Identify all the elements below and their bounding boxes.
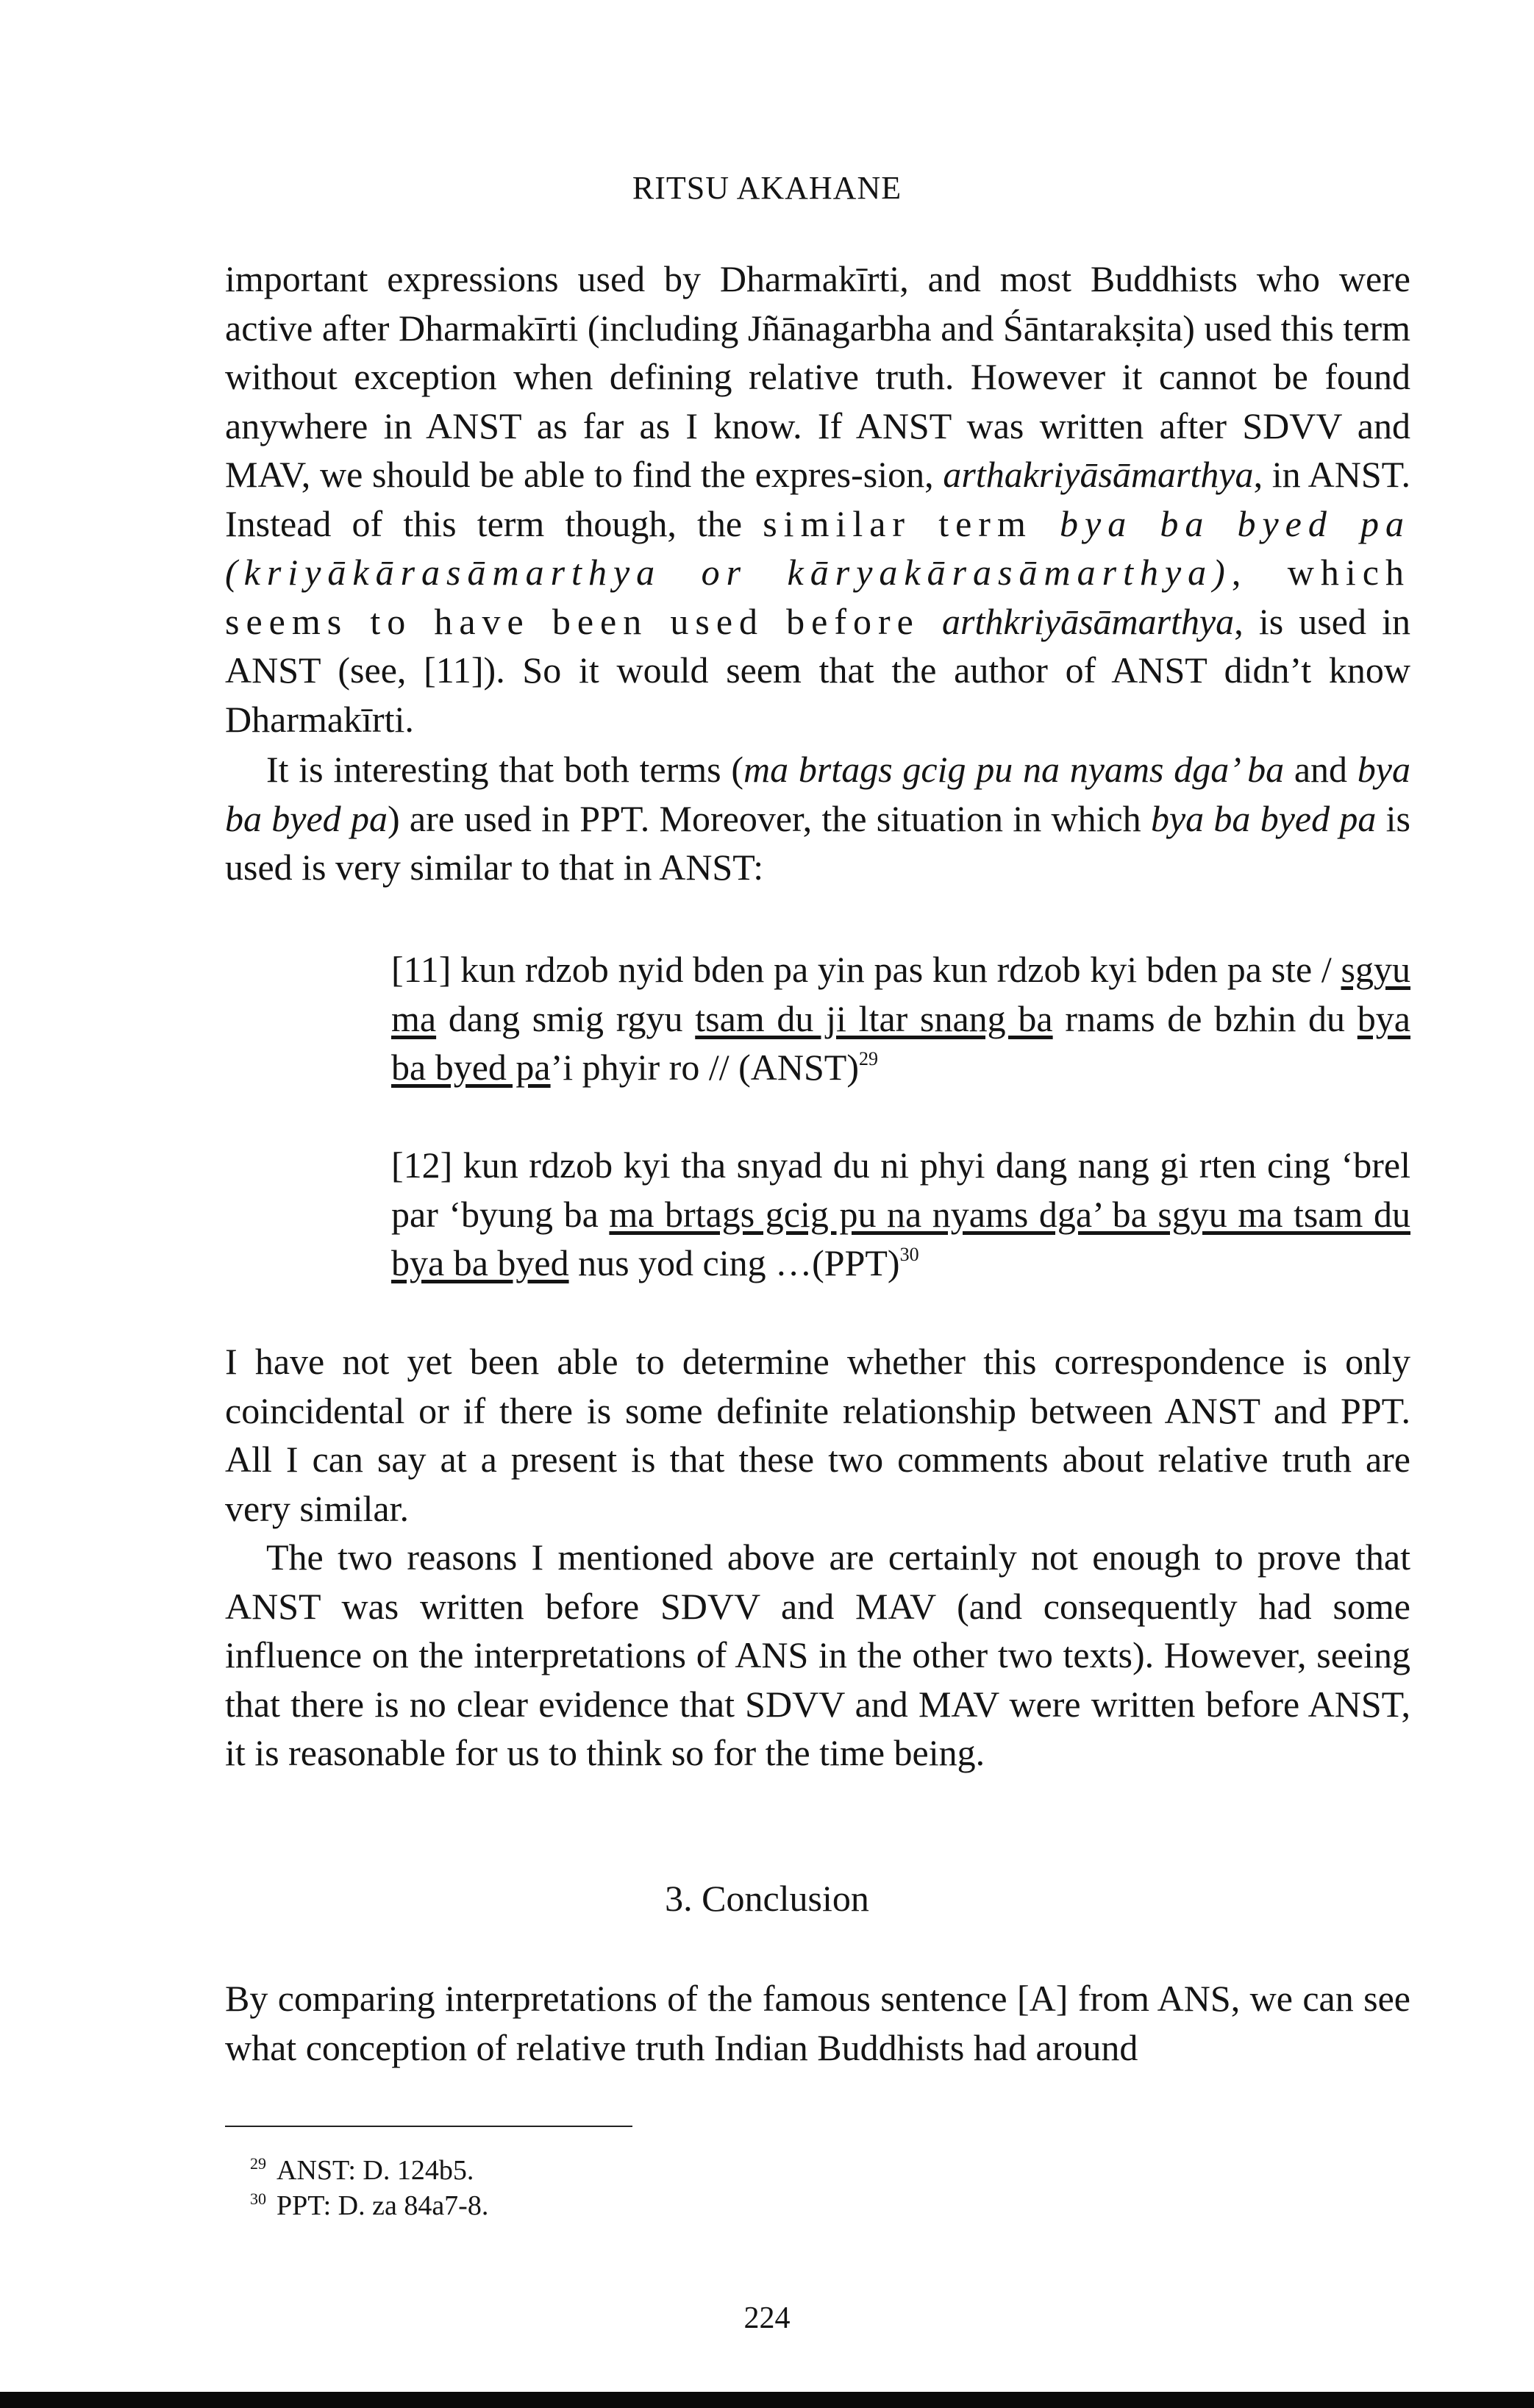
footnote-29-number: 29 xyxy=(250,2154,266,2173)
term-bya-ba-byed-pa-3: bya ba byed pa xyxy=(1150,797,1377,839)
paragraph-1-text-c: , which seems to have been used before xyxy=(225,552,1410,642)
quote-12 xyxy=(391,1141,1410,1288)
footnote-ref-29: 29 xyxy=(858,1048,878,1069)
footnote-ref-30: 30 xyxy=(899,1244,919,1265)
paragraph-2-text-a: It is interesting that both terms ( xyxy=(266,749,744,790)
term-bya-ba-byed-pa-2: bya ba byed pa xyxy=(225,749,1410,839)
paragraph-3: I have not yet been able to determine whether this correspondence is only coincidental or if there is some definite relationship between ANST and PPT. All I can say at a present is that these two comments about relative truth are very similar. xyxy=(225,1341,1410,1529)
quote-12-underline: ma brtags gcig pu na nyams dga’ ba sgyu ma tsam du bya ba byed xyxy=(391,1193,1410,1283)
quote-11-text-a: [11] kun rdzob nyid bden pa yin pas kun rdzob kyi bden pa ste / xyxy=(391,949,1341,990)
quote-11-text-c: rnams de bzhin du xyxy=(1052,997,1358,1039)
quote-12-text-a: [12] kun rdzob kyi tha snyad du ni phyi dang nang gi rten cing ‘brel par ‘byung ba xyxy=(391,1144,1410,1235)
paragraph-1-text-b: , in ANST. Instead of this term though, the xyxy=(225,454,1410,544)
quote-12-text-b: nus yod cing …(PPT) xyxy=(568,1242,900,1283)
term-bya-ba-byed-pa: bya ba byed pa xyxy=(1060,502,1410,544)
footnote-29-text: ANST: D. 124b5. xyxy=(277,2155,474,2186)
paragraph-1-similar-term: similar term xyxy=(763,502,1060,544)
paragraph-4: The two reasons I mentioned above are certainly not enough to prove that ANST was written before SDVV and MAV (and consequently had some influence on the interpretations of ANS in the other two texts). However, seeing that there is no clear evidence that SDVV and MAV were written before ANST, it is reasonable for us to think so for the time being. xyxy=(225,1536,1410,1773)
paragraph-1-text-d: , is used in ANST (see, [11]). So it would seem that the author of ANST didn’t know Dharmakīrti. xyxy=(225,600,1410,740)
paragraph-2 xyxy=(225,745,1410,892)
quote-11-underline-tsam-du: tsam du ji ltar snang ba xyxy=(695,997,1053,1039)
quote-11-underline-sgyu-ma: sgyu ma xyxy=(391,949,1410,1039)
footnote-30 xyxy=(250,2181,488,2223)
paragraph-2-text-d: is used is very similar to that in ANST: xyxy=(225,797,1411,888)
footnote-divider xyxy=(225,2126,632,2127)
section-heading-conclusion: 3. Conclusion xyxy=(665,1878,869,1919)
term-kriyakarasamarthya: (kriyākārasāmarthya or kāryakārasāmarthya) xyxy=(225,552,1232,593)
paragraph-2-text-b: and xyxy=(1284,749,1358,790)
scan-edge-bar xyxy=(0,2392,1534,2408)
paragraph-1 xyxy=(225,254,1410,744)
paragraph-2-text-c: ) are used in PPT. Moreover, the situation in which xyxy=(387,797,1151,839)
term-arthakriyasamarthya: arthakriyāsāmarthya xyxy=(943,454,1254,495)
quote-11-text-b: dang smig rgyu xyxy=(436,997,696,1039)
paragraph-5: By comparing interpretations of the famous sentence [A] from ANS, we can see what conception of relative truth Indian Buddhists had around xyxy=(225,1978,1410,2068)
quote-11 xyxy=(391,945,1410,1092)
footnote-30-number: 30 xyxy=(250,2190,266,2208)
term-arthkriyasamarthya: arthkriyāsāmarthya xyxy=(941,600,1235,642)
paragraph-1-text-a: important expressions used by Dharmakīrti, and most Buddhists who were active after Dharmakīrti (including Jñānagarbha and Śāntarakṣita) used this term without exception when defining relative truth. However it cannot be found anywhere in ANST as far as I know. If ANST was written after SDVV and MAV, we should be able to find the expres-sion, xyxy=(225,258,1410,495)
term-ma-brtags: ma brtags gcig pu na nyams dga’ ba xyxy=(743,749,1285,790)
quote-11-underline-bya-ba: bya ba byed pa xyxy=(391,997,1410,1088)
running-header: RITSU AKAHANE xyxy=(632,170,902,206)
footnote-30-text: PPT: D. za 84a7-8. xyxy=(277,2190,489,2221)
page-number: 224 xyxy=(743,2301,791,2335)
quote-11-text-d: ’i phyir ro // (ANST) xyxy=(550,1047,859,1088)
